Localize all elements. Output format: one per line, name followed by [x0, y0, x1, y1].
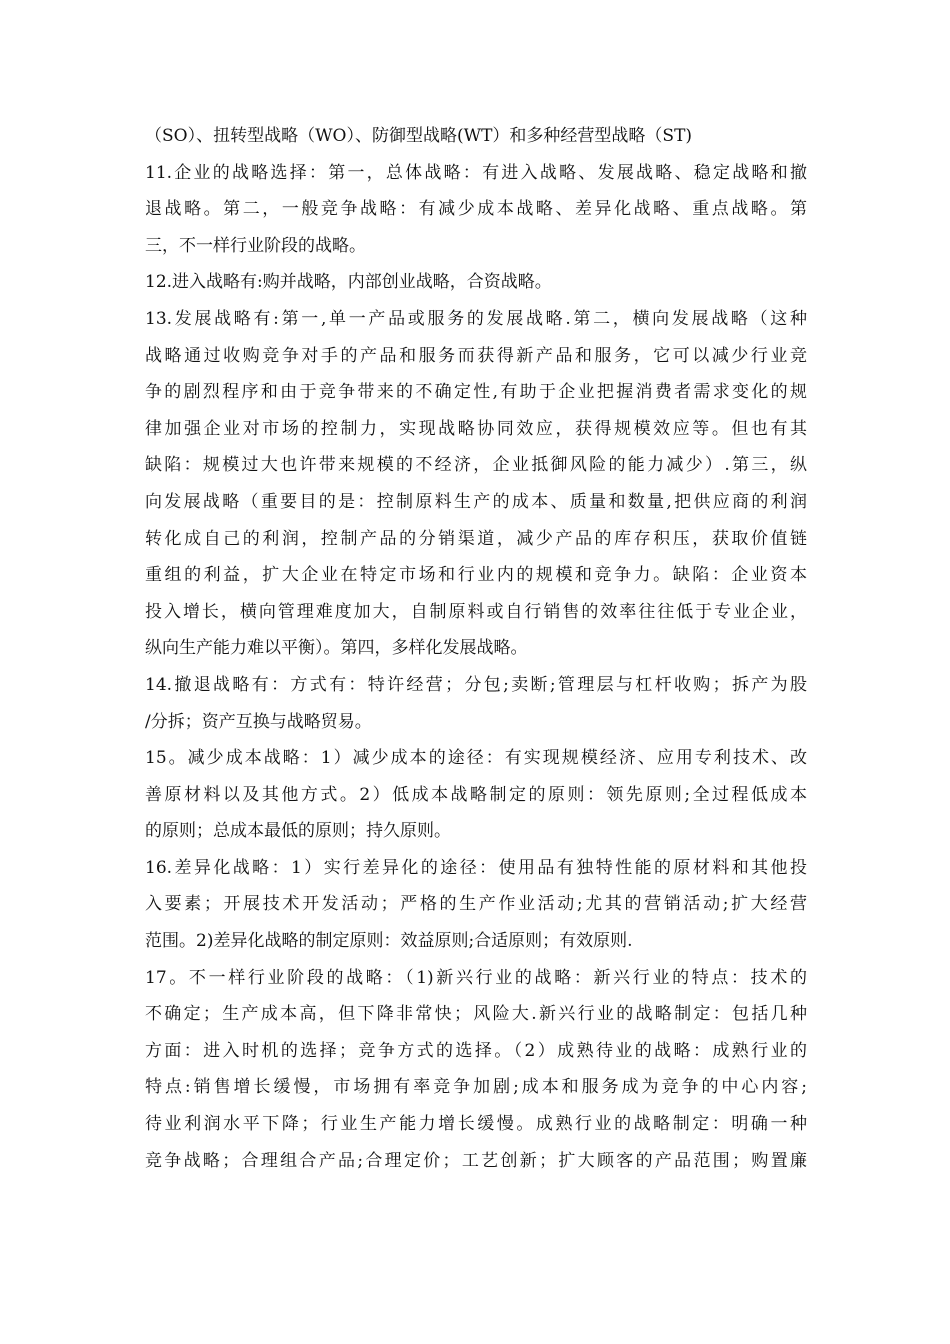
text-line: 纵向生产能力难以平衡）。第四，多样化发展战略。 [145, 638, 528, 659]
text-line: 争的剧烈程序和由于竞争带来的不确定性,有助于企业把握消费者需求变化的规 [145, 382, 807, 403]
text-line: 战略通过收购竞争对手的产品和服务而获得新产品和服务，它可以减少行业竞 [145, 345, 807, 366]
text-line: 竞争战略；合理组合产品;合理定价；工艺创新；扩大顾客的产品范围；购置廉 [145, 1150, 807, 1171]
text-line: 退战略。第二，一般竞争战略：有减少成本战略、差异化战略、重点战略。第 [145, 199, 807, 220]
text-line: /分拆；资产互换与战略贸易。 [145, 711, 372, 732]
text-line: 13.发展战略有:第一,单一产品或服务的发展战略.第二，横向发展战略（这种 [145, 308, 807, 329]
text-line: 15。减少成本战略：1）减少成本的途径：有实现规模经济、应用专利技术、改 [145, 748, 807, 769]
text-line: 方面：进入时机的选择；竞争方式的选择。（2）成熟待业的战略：成熟行业的 [145, 1040, 807, 1061]
text-line: 不确定；生产成本高，但下降非常快；风险大.新兴行业的战略制定：包括几种 [145, 1004, 807, 1025]
text-line: 的原则；总成本最低的原则；持久原则。 [145, 821, 451, 842]
text-line: 14.撤退战略有：方式有：特许经营；分包;卖断;管理层与杠杆收购；拆产为股 [145, 674, 807, 695]
document-body [145, 118, 807, 1179]
text-line: 缺陷：规模过大也许带来规模的不经济，企业抵御风险的能力减少）.第三，纵 [145, 455, 807, 476]
text-line: 重组的利益，扩大企业在特定市场和行业内的规模和竞争力。缺陷：企业资本 [145, 565, 807, 586]
text-line: 善原材料以及其他方式。2）低成本战略制定的原则：领先原则;全过程低成本 [145, 784, 807, 805]
text-line: 待业利润水平下降；行业生产能力增长缓慢。成熟行业的战略制定：明确一种 [145, 1114, 807, 1135]
text-line: 三，不一样行业阶段的战略。 [145, 235, 366, 256]
text-line: 特点:销售增长缓慢，市场拥有率竞争加剧;成本和服务成为竞争的中心内容; [145, 1077, 807, 1098]
text-line: 11.企业的战略选择：第一，总体战略：有进入战略、发展战略、稳定战略和撤 [145, 162, 807, 183]
text-line: 转化成自己的利润，控制产品的分销渠道，减少产品的库存积压，获取价值链 [145, 528, 807, 549]
text-line: 12.进入战略有:购并战略，内部创业战略，合资战略。 [145, 272, 552, 293]
text-line: 入要素；开展技术开发活动；严格的生产作业活动;尤其的营销活动;扩大经营 [145, 894, 807, 915]
text-line: 范围。2)差异化战略的制定原则：效益原则;合适原则；有效原则. [145, 931, 633, 952]
text-line: 投入增长，横向管理难度加大，自制原料或自行销售的效率往往低于专业企业， [145, 601, 807, 622]
text-line: 17。不一样行业阶段的战略：（1)新兴行业的战略：新兴行业的特点：技术的 [145, 967, 807, 988]
text-line: 律加强企业对市场的控制力，实现战略协同效应，获得规模效应等。但也有其 [145, 418, 807, 439]
text-line: 向发展战略（重要目的是：控制原料生产的成本、质量和数量,把供应商的利润 [145, 491, 807, 512]
text-line: （SO）、扭转型战略（WO）、防御型战略(WT）和多种经营型战略（ST) [145, 126, 693, 146]
text-line: 16.差异化战略：1）实行差异化的途径：使用品有独特性能的原材料和其他投 [145, 857, 807, 878]
